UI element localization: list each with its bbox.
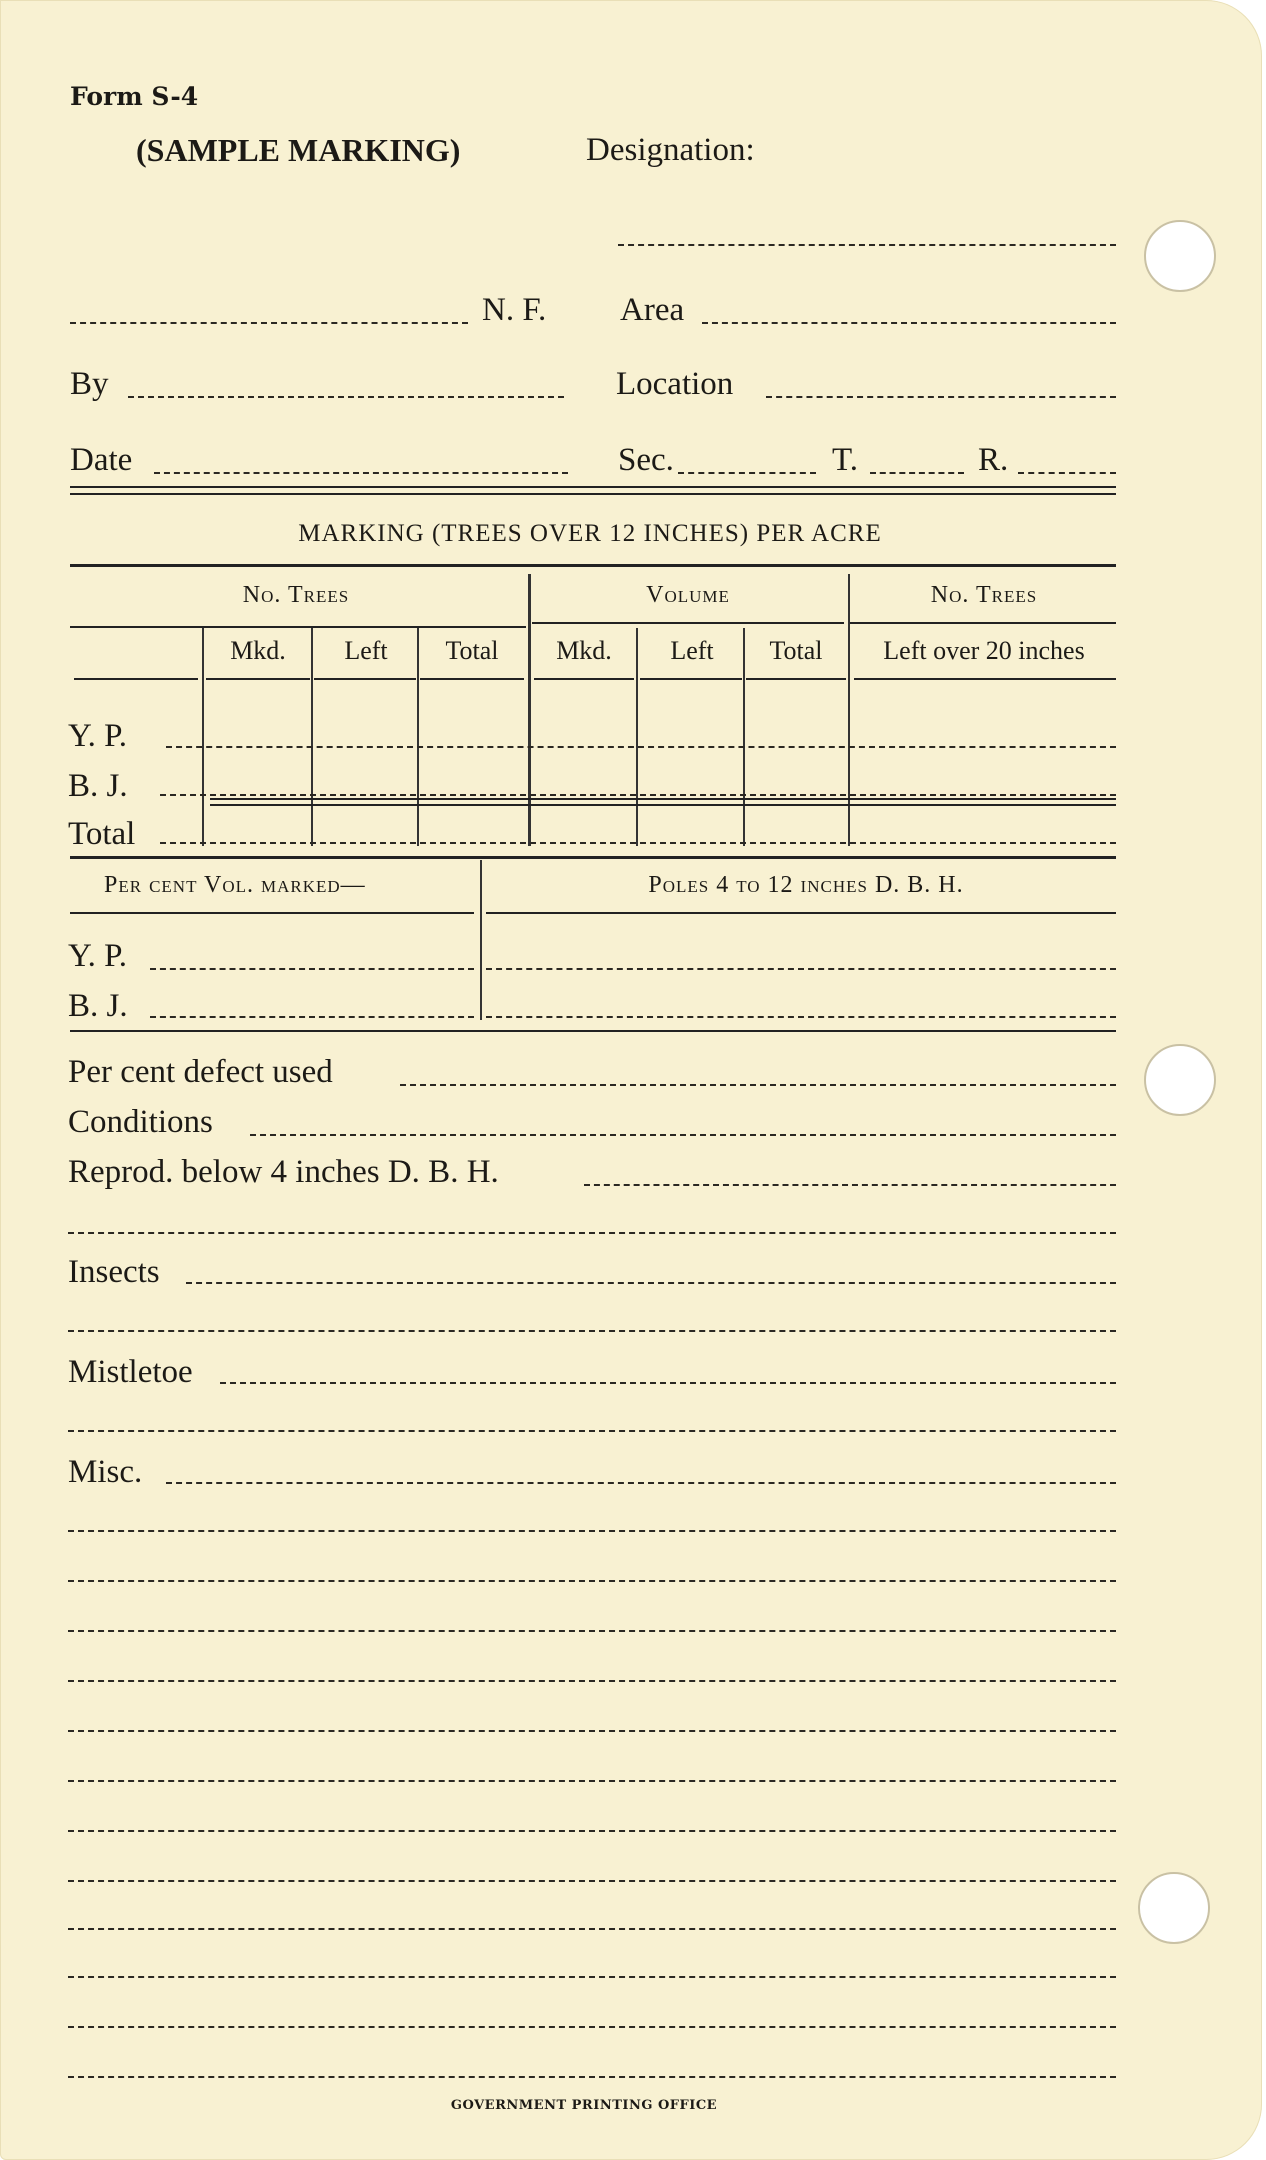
date-label: Date: [70, 442, 133, 478]
r-label: R.: [978, 442, 1009, 478]
reprod-label: Reprod. below 4 inches D. B. H.: [68, 1154, 499, 1190]
bj-row-rule: [210, 798, 1116, 800]
misc-line[interactable]: [68, 2076, 1116, 2078]
reprod-field-line-2[interactable]: [68, 1232, 1116, 1234]
group-underline-left: [70, 626, 526, 628]
misc-line[interactable]: [68, 1976, 1116, 1978]
col-left: Left: [344, 636, 388, 665]
percent-section-top-rule: [70, 856, 1116, 859]
col-underline-mkd: [206, 678, 310, 680]
col-underline-mkd-volume: [534, 678, 634, 680]
marking-title: MARKING (TREES OVER 12 INCHES) PER ACRE: [298, 520, 882, 547]
group-underline-mid: [532, 622, 844, 624]
col-underline-total-volume: [746, 678, 846, 680]
col-total: Total: [445, 636, 499, 665]
location-label: Location: [616, 366, 734, 402]
col-mkd-volume: Mkd.: [556, 636, 612, 665]
defect-label: Per cent defect used: [68, 1054, 333, 1090]
col-underline-row: [74, 678, 198, 680]
misc-label: Misc.: [68, 1454, 143, 1490]
area-label: Area: [620, 292, 685, 328]
location-field[interactable]: [766, 396, 1116, 398]
misc-line[interactable]: [68, 1530, 1116, 1532]
yp-row-field[interactable]: [166, 746, 1116, 748]
percent-title: Per cent Vol. marked—: [104, 872, 366, 898]
group-no-trees: No. Trees: [242, 582, 350, 608]
misc-line[interactable]: [68, 1630, 1116, 1632]
insects-label: Insects: [68, 1254, 160, 1290]
t-field[interactable]: [870, 472, 964, 474]
mistletoe-label: Mistletoe: [68, 1354, 193, 1390]
date-field[interactable]: [154, 472, 568, 474]
percent-section-bottom-rule: [70, 1030, 1116, 1032]
by-label: By: [70, 366, 109, 402]
area-field[interactable]: [702, 322, 1116, 324]
percent-underline: [70, 912, 474, 914]
defect-field[interactable]: [400, 1084, 1116, 1086]
misc-line[interactable]: [68, 1580, 1116, 1582]
punch-hole-top: [1144, 220, 1216, 292]
designation-field[interactable]: [618, 244, 1116, 246]
misc-line[interactable]: [68, 1928, 1116, 1930]
col-underline-left-volume: [640, 678, 742, 680]
form-title: (SAMPLE MARKING): [136, 132, 461, 168]
divider: [743, 628, 745, 846]
poles-underline: [486, 912, 1116, 914]
row-label-bj: B. J.: [68, 768, 128, 804]
by-field[interactable]: [128, 396, 564, 398]
double-rule-top: [70, 486, 1116, 488]
misc-line[interactable]: [68, 1880, 1116, 1882]
mistletoe-field-line-2[interactable]: [68, 1430, 1116, 1432]
row-label-total: Total: [68, 816, 136, 852]
insects-field[interactable]: [186, 1282, 1116, 1284]
marking-table-top-rule: [70, 564, 1116, 567]
misc-line[interactable]: [68, 1830, 1116, 1832]
row-label-yp: Y. P.: [68, 718, 128, 754]
total-row-rule: [210, 804, 1116, 806]
divider: [480, 860, 482, 1020]
col-left-volume: Left: [670, 636, 714, 665]
percent-label-yp: Y. P.: [68, 938, 128, 974]
reprod-field[interactable]: [584, 1184, 1116, 1186]
group-no-trees-right: No. Trees: [930, 582, 1038, 608]
punch-hole-bottom: [1138, 1872, 1210, 1944]
col-underline-left: [314, 678, 416, 680]
misc-line[interactable]: [68, 1730, 1116, 1732]
divider: [202, 628, 204, 846]
footer-imprint: GOVERNMENT PRINTING OFFICE: [450, 2098, 718, 2113]
divider: [636, 628, 638, 846]
r-field[interactable]: [1018, 472, 1116, 474]
nf-label: N. F.: [482, 292, 547, 328]
poles-title: Poles 4 to 12 inches D. B. H.: [648, 872, 964, 898]
misc-field[interactable]: [166, 1482, 1116, 1484]
sec-field[interactable]: [678, 472, 816, 474]
misc-line[interactable]: [68, 1780, 1116, 1782]
misc-line[interactable]: [68, 1680, 1116, 1682]
punch-hole-middle: [1144, 1044, 1216, 1116]
bj-row-field[interactable]: [160, 794, 1116, 796]
sec-label: Sec.: [618, 442, 674, 478]
col-underline-total: [420, 678, 524, 680]
total-row-field[interactable]: [160, 842, 1116, 844]
double-rule-bottom: [70, 493, 1116, 495]
form-number: Form S-4: [70, 82, 199, 111]
col-total-volume: Total: [769, 636, 823, 665]
mistletoe-field[interactable]: [220, 1382, 1116, 1384]
conditions-field[interactable]: [250, 1134, 1116, 1136]
conditions-label: Conditions: [68, 1104, 213, 1140]
misc-line[interactable]: [68, 2026, 1116, 2028]
group-volume: Volume: [646, 582, 730, 608]
col-mkd: Mkd.: [230, 636, 286, 665]
t-label: T.: [832, 442, 858, 478]
poles-field-1[interactable]: [486, 968, 1116, 970]
nf-field[interactable]: [70, 322, 468, 324]
percent-bj-field[interactable]: [150, 1016, 474, 1018]
insects-field-line-2[interactable]: [68, 1330, 1116, 1332]
percent-yp-field[interactable]: [150, 968, 474, 970]
divider: [417, 628, 419, 846]
designation-label: Designation:: [586, 132, 755, 168]
col-left-over-20: Left over 20 inches: [883, 636, 1085, 665]
percent-label-bj: B. J.: [68, 988, 128, 1024]
col-underline-left-over: [854, 678, 1116, 680]
group-underline-right: [850, 622, 1116, 624]
divider: [311, 628, 313, 846]
poles-field-2[interactable]: [486, 1016, 1116, 1018]
